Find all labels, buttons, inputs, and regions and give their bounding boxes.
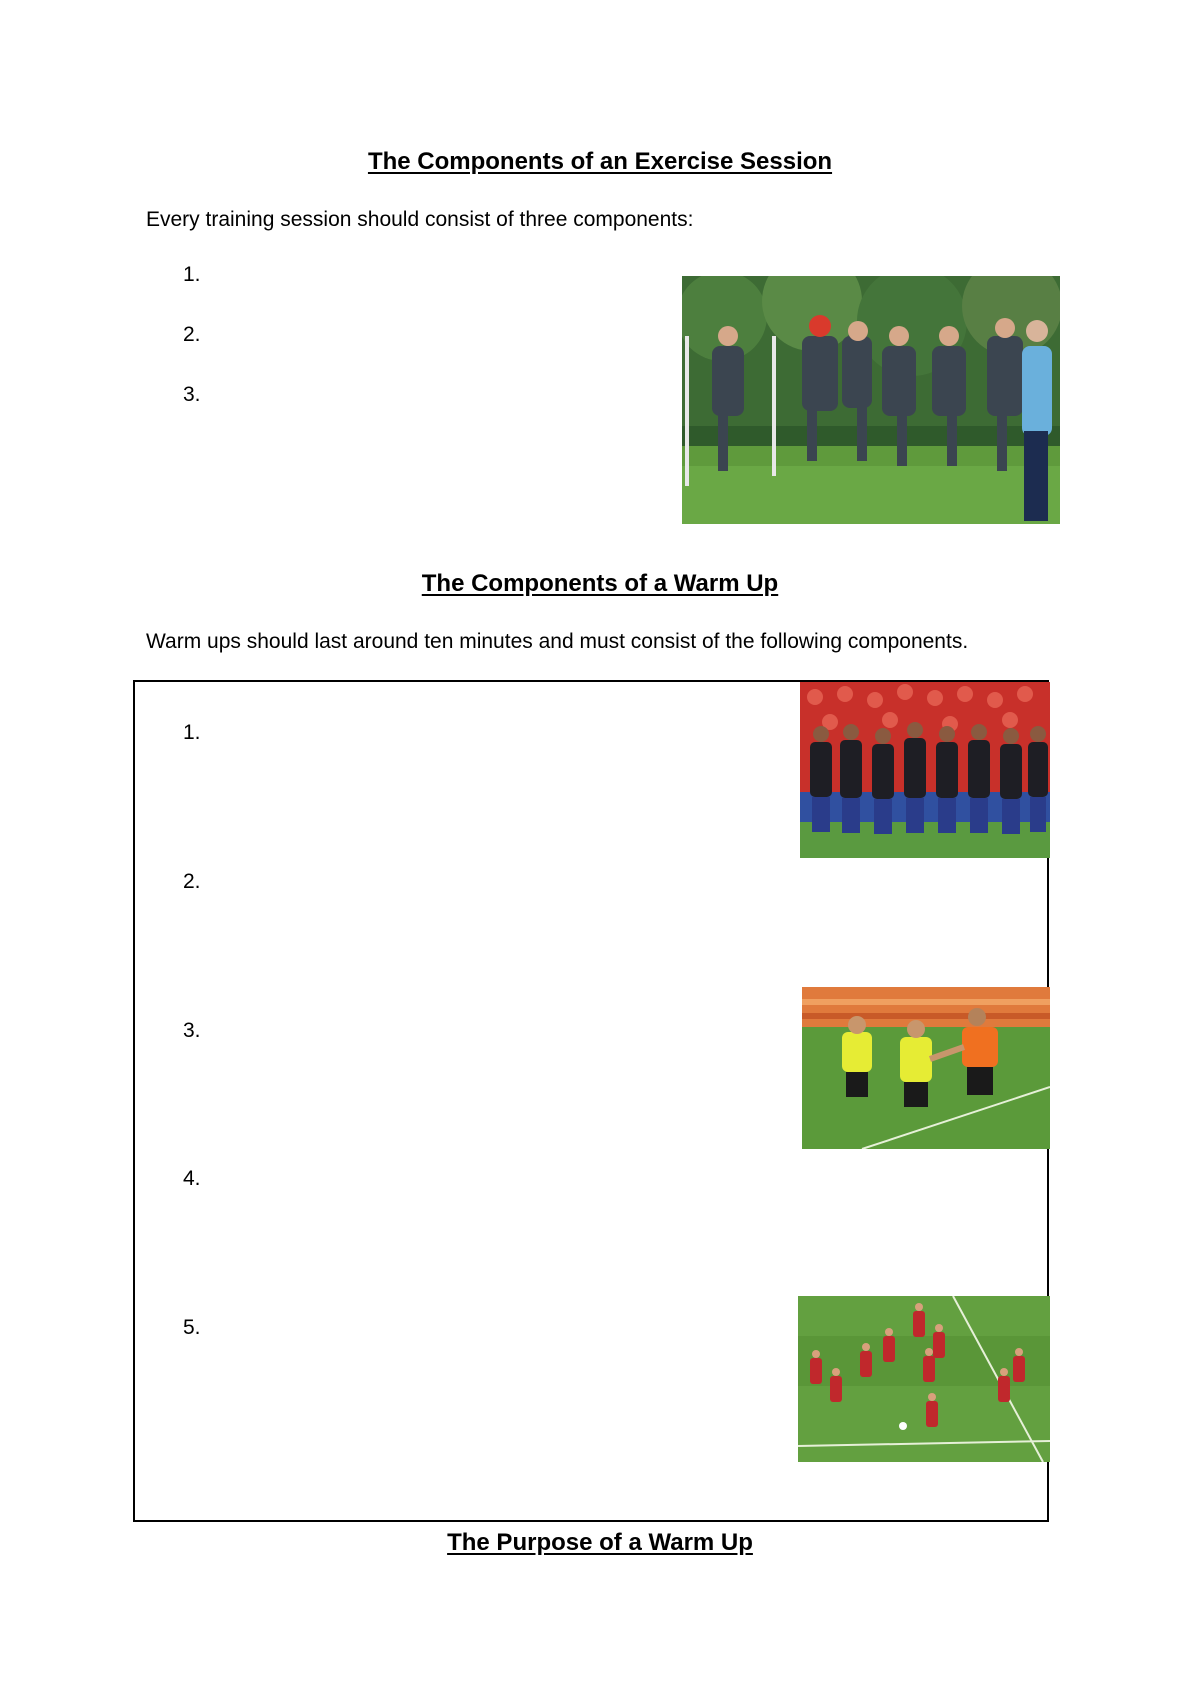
players-stretching-photo [802,987,1050,1149]
session-item-3: 3. [183,383,201,406]
rugby-team-jogging-photo [682,276,1060,524]
session-item-1: 1. [183,263,201,286]
warm-up-item-2: 2. [183,870,201,893]
section-title-exercise-session: The Components of an Exercise Session [367,148,833,175]
section-title-warm-up: The Components of a Warm Up [421,570,779,597]
warm-up-item-4: 4. [183,1167,201,1190]
warm-up-item-1: 1. [183,721,201,744]
section-title-purpose: The Purpose of a Warm Up [447,1529,753,1556]
warm-up-item-3: 3. [183,1019,201,1042]
warm-up-intro: Warm ups should last around ten minutes and must consist of the following components. [146,630,969,653]
session-item-2: 2. [183,323,201,346]
football-team-jogging-photo [800,682,1050,858]
exercise-session-intro: Every training session should consist of three components: [146,208,694,231]
warm-up-item-5: 5. [183,1316,201,1339]
players-drills-photo [798,1296,1050,1462]
